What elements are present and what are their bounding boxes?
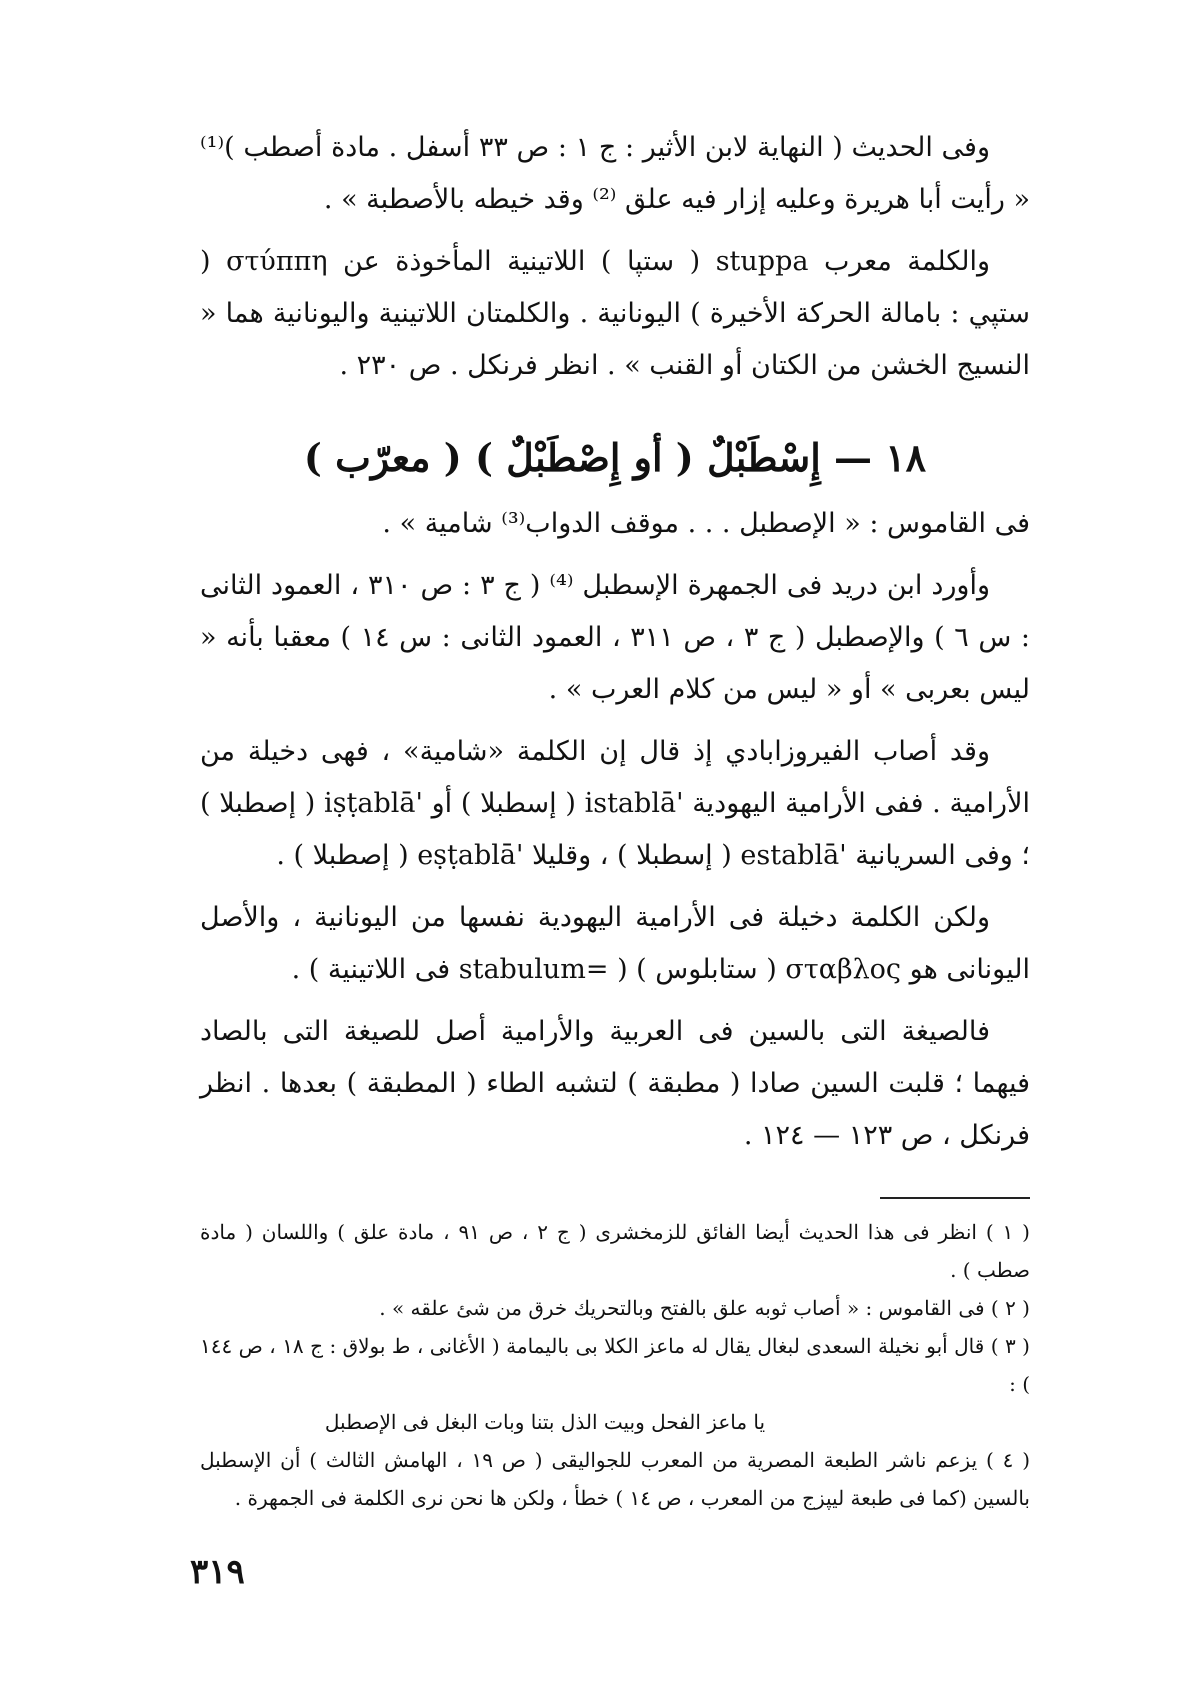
paragraph-hadith: وفى الحديث ( النهاية لابن الأثير : ج ١ : ص ٣٣ أسفل . مادة أصطب )⁽¹⁾ « رأيت أبا هريرة وعليه إزار فيه علق ⁽²⁾ وقد خيطه بالأصطبة » . bbox=[200, 132, 1030, 215]
page-number: ٣١٩ bbox=[190, 1552, 245, 1592]
footnote-1: ( ١ ) انظر فى هذا الحديث أيضا الفائق للزمخشرى ( ج ٢ ، ص ٩١ ، مادة علق ) واللسان ( مادة صطب ) . bbox=[200, 1220, 1030, 1282]
paragraph-greek-origin: ولكن الكلمة دخيلة فى الأرامية اليهودية نفسها من اليونانية ، والأصل اليونانى هو σταβλος ( ستابلوس ) ( =stabulum فى اللاتينية ) . bbox=[200, 902, 1030, 985]
main-text bbox=[200, 122, 1030, 1172]
paragraph-stuppa: والكلمة معرب stuppa ( ستپا ) اللاتينية المأخوذة عن στύππη ( ستپي : بامالة الحركة الأخيرة ) اليونانية . والكلمتان اللاتينية واليونانية هما « النسيج الخشن من الكتان أو القنب » . انظر فرنكل . ص ٢٣٠ . bbox=[200, 246, 1030, 381]
footnote-2: ( ٢ ) فى القاموس : « أصاب ثوبه علق بالفتح وبالتحريك خرق من شئ علقه » . bbox=[379, 1296, 1030, 1320]
footnotes bbox=[200, 1213, 1030, 1517]
paragraph-ibn-durayd: وأورد ابن دريد فى الجمهرة الإسطبل ⁽⁴⁾ ( ج ٣ : ص ٣١٠ ، العمود الثانى : س ٦ ) والإصطبل ( ج ٣ ، ص ٣١١ ، العمود الثانى : س ١٤ ) معقبا بأنه « ليس بعربى » أو « ليس من كلام العرب » . bbox=[200, 570, 1030, 705]
paragraph-qamus: فى القاموس : « الإصطبل . . . موقف الدواب⁽³⁾ شامية » . bbox=[382, 508, 1030, 539]
paragraph-aramaic: وقد أصاب الفيروزابادي إذ قال إن الكلمة «شامية» ، فهى دخيلة من الأرامية . ففى الأرامية اليهودية 'istablā ( إسطبلا ) أو 'iṣṭablā ( إصطبلا ) ؛ وفى السريانية 'establā ( إسطبلا ) ، وقليلا 'eṣṭablā ( إصطبلا ) . bbox=[200, 736, 1030, 871]
footnote-divider bbox=[880, 1197, 1030, 1199]
footnote-3: ( ٣ ) قال أبو نخيلة السعدى لبغال يقال له ماعز الكلا بى باليمامة ( الأغانى ، ط بولاق : ج ١٨ ، ص ١٤٤ ) : bbox=[200, 1334, 1030, 1396]
paragraph-sin-sad: فالصيغة التى بالسين فى العربية والأرامية أصل للصيغة التى بالصاد فيهما ؛ قلبت السين صادا ( مطبقة ) لتشبه الطاء ( المطبقة ) بعدها . انظر فرنكل ، ص ١٢٣ — ١٢٤ . bbox=[200, 1016, 1030, 1151]
footnote-verse: يا ماعز الفحل وبيت الذل بتنا وبات البغل فى الإصطبل bbox=[324, 1410, 766, 1434]
footnote-4: ( ٤ ) يزعم ناشر الطبعة المصرية من المعرب للجواليقى ( ص ١٩ ، الهامش الثالث ) أن الإسطبل بالسين (كما فى طبعة ليپزج من المعرب ، ص ١٤ ) خطأ ، ولكن ها نحن نرى الكلمة فى الجمهرة . bbox=[200, 1448, 1031, 1510]
entry-heading: ١٨ — إِسْطَبْلٌ ( أو إِصْطَبْلٌ ) ( معرّب ) bbox=[303, 435, 927, 480]
